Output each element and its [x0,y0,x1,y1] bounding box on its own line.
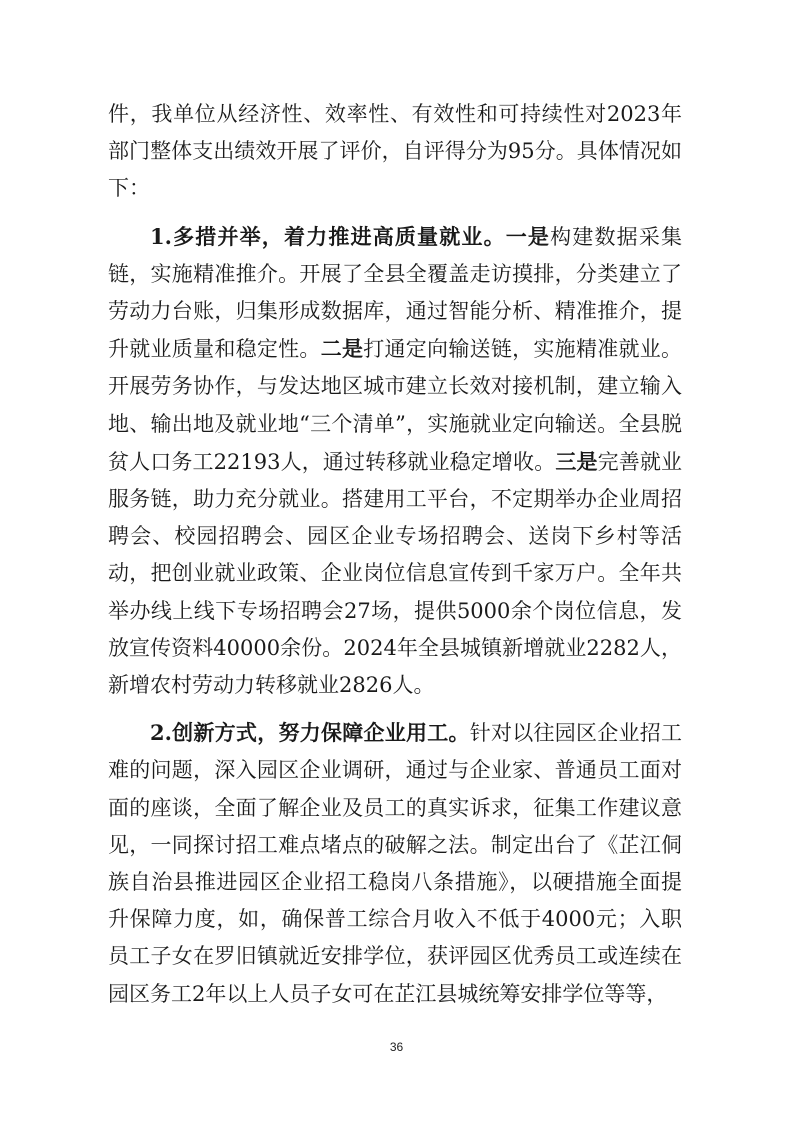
paragraph-enterprise [108,714,682,1013]
section-heading: 2.创新方式，努力保障企业用工。 [150,720,470,746]
point-marker: 三是 [555,448,598,474]
paragraph-employment [108,218,682,705]
document-body [108,96,682,1013]
page-number: 36 [389,1040,404,1054]
text-segment: 针对以往园区企业招工难的问题，深入园区企业调研，通过与企业家、普通员工面对面的座谈，全面了解企业及员工的真实诉求，征集工作建议意见，一同探讨招工难点堵点的破解之法。制定出台了《芷江侗族自治县推进园区企业招工稳岗八条措施》，以硬措施全面提升保障力度，如，确保普工综合月收入不低于4000元；入职员工子女在罗旧镇就近安排学位，获评园区优秀员工或连续在园区务工2年以上人员子女可在芷江县城统筹安排学位等等， [108,721,683,1006]
point-marker: 二是 [320,336,364,362]
paragraph-intro [108,96,682,208]
text-segment: 打通定向输送链，实施精准就业。开展劳务协作，与发达地区城市建立长效对接机制，建立输入地、输出地及就业地“三个清单”，实施就业定向输送。全县脱贫人口务工22193人，通过转移就业稳定增收。 [108,337,683,474]
text-segment: 完善就业服务链，助力充分就业。搭建用工平台，不定期举办企业周招聘会、校园招聘会、园区企业专场招聘会、送岗下乡村等活动，把创业就业政策、企业岗位信息宣传到千家万户。全年共举办线上线下专场招聘会27场，提供5000余个岗位信息，发放宣传资料40000余份。2024年全县城镇新增就业2282人，新增农村劳动力转移就业2826人。 [108,449,682,698]
section-heading: 1.多措并举，着力推进高质量就业。一是 [150,223,551,249]
text-segment: 构建数据采集链，实施精准推介。开展了全县全覆盖走访摸排，分类建立了劳动力台账，归集形成数据库，通过智能分析、精准推介，提升就业质量和稳定性。 [108,224,683,362]
paragraph-gap [108,704,682,714]
paragraph-gap [108,208,682,218]
text-segment: 件，我单位从经济性、效率性、有效性和可持续性对2023年部门整体支出绩效开展了评价，自评得分为95分。具体情况如下： [108,102,682,201]
